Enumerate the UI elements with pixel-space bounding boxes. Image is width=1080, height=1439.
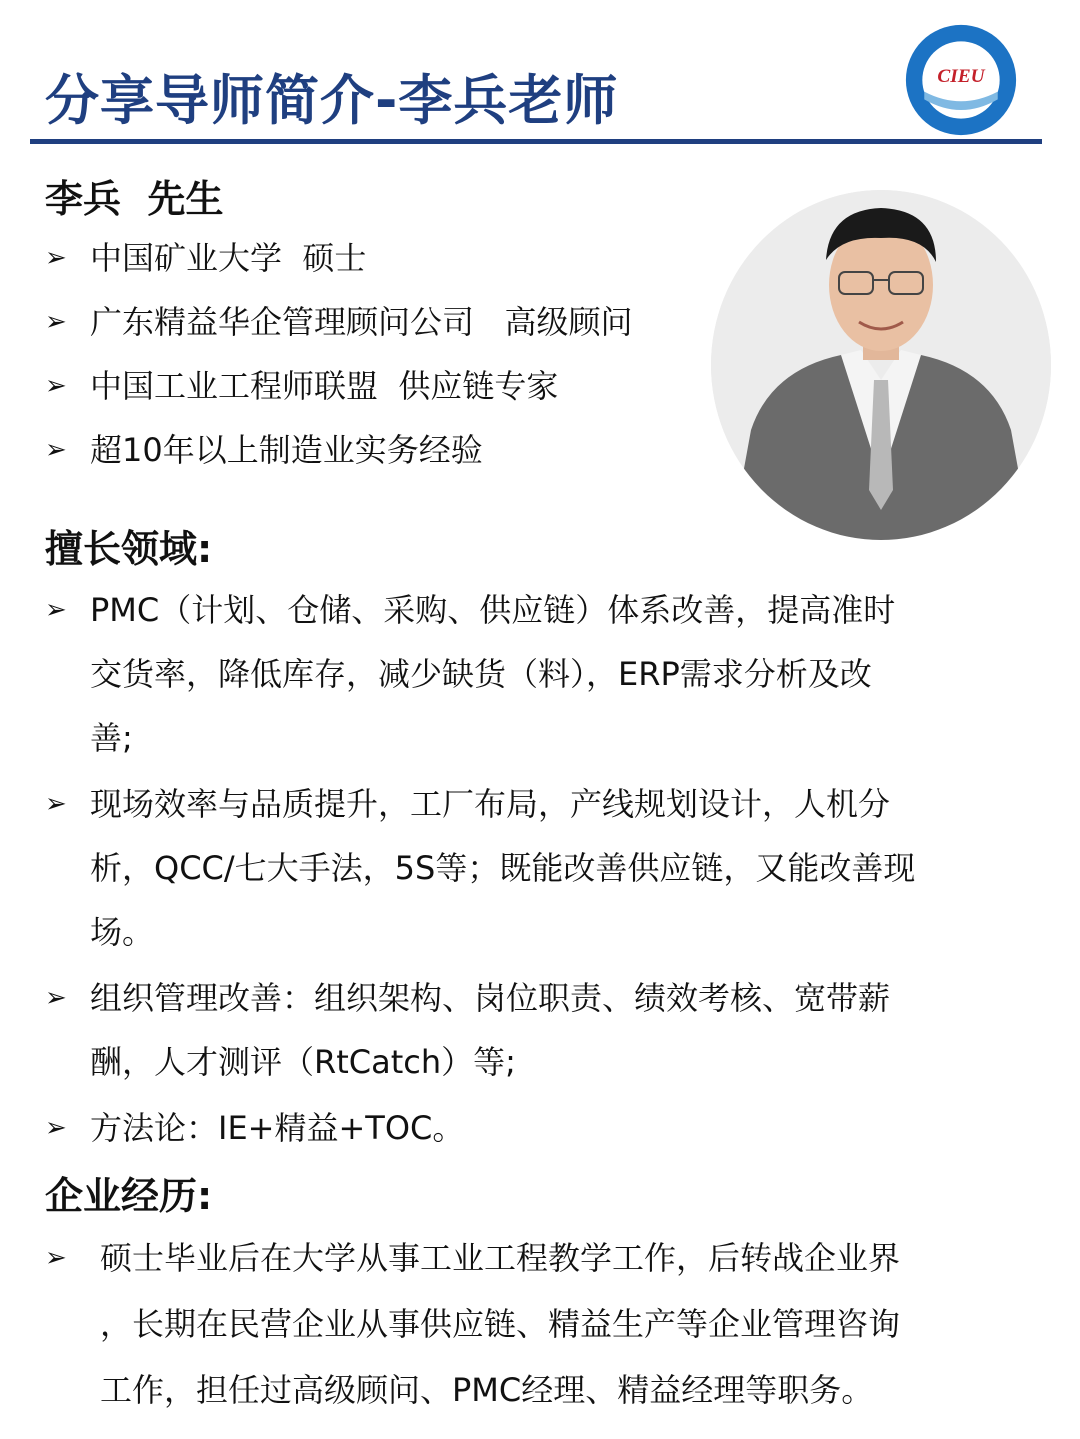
list-item: ➢ 组织管理改善：组织架构、岗位职责、绩效考核、宽带薪 酬，人才测评（RtCatch）等; bbox=[45, 966, 1035, 1094]
list-item: ➢ 方法论：IE+精益+TOC。 bbox=[45, 1096, 1035, 1160]
page-title: 分享导师简介-李兵老师 bbox=[45, 69, 619, 132]
bio-list bbox=[45, 230, 633, 486]
bullet-arrow-icon: ➢ bbox=[45, 595, 67, 625]
mentor-name: 李兵 先生 bbox=[45, 177, 224, 221]
list-item: ➢ PMC（计划、仓储、采购、供应链）体系改善，提高准时 交货率，降低库存，减少缺货（料），ERP需求分析及改 善; bbox=[45, 578, 1035, 770]
list-item: ➢ 中国矿业大学 硕士 bbox=[45, 230, 633, 294]
experience-heading: 企业经历: bbox=[45, 1174, 213, 1218]
mentor-photo bbox=[711, 190, 1051, 540]
bullet-arrow-icon: ➢ bbox=[45, 1243, 67, 1273]
list-item: ➢ 中国工业工程师联盟 供应链专家 bbox=[45, 358, 633, 422]
expertise-list bbox=[45, 578, 1035, 1162]
bullet-arrow-icon: ➢ bbox=[45, 789, 67, 819]
bullet-arrow-icon: ➢ bbox=[45, 307, 67, 337]
list-item: ➢ 超10年以上制造业实务经验 bbox=[45, 422, 633, 486]
experience-list bbox=[45, 1225, 1035, 1423]
bullet-arrow-icon: ➢ bbox=[45, 371, 67, 401]
bullet-arrow-icon: ➢ bbox=[45, 435, 67, 465]
list-item: ➢ 硕士毕业后在大学从事工业工程教学工作，后转战企业界 ，长期在民营企业从事供应链、精益生产等企业管理咨询 工作，担任过高级顾问、PMC经理、精益经理等职务。 bbox=[45, 1225, 1035, 1423]
cieu-logo bbox=[903, 22, 1019, 138]
bullet-arrow-icon: ➢ bbox=[45, 243, 67, 273]
list-item: ➢ 广东精益华企管理顾问公司 高级顾问 bbox=[45, 294, 633, 358]
bullet-arrow-icon: ➢ bbox=[45, 983, 67, 1013]
title-divider bbox=[30, 139, 1042, 144]
logo-text: CIEU bbox=[937, 65, 985, 87]
expertise-heading: 擅长领域: bbox=[45, 527, 213, 571]
portrait-image bbox=[711, 190, 1051, 540]
list-item: ➢ 现场效率与品质提升，工厂布局，产线规划设计，人机分 析，QCC/七大手法，5S等；既能改善供应链，又能改善现 场。 bbox=[45, 772, 1035, 964]
bullet-arrow-icon: ➢ bbox=[45, 1113, 67, 1143]
